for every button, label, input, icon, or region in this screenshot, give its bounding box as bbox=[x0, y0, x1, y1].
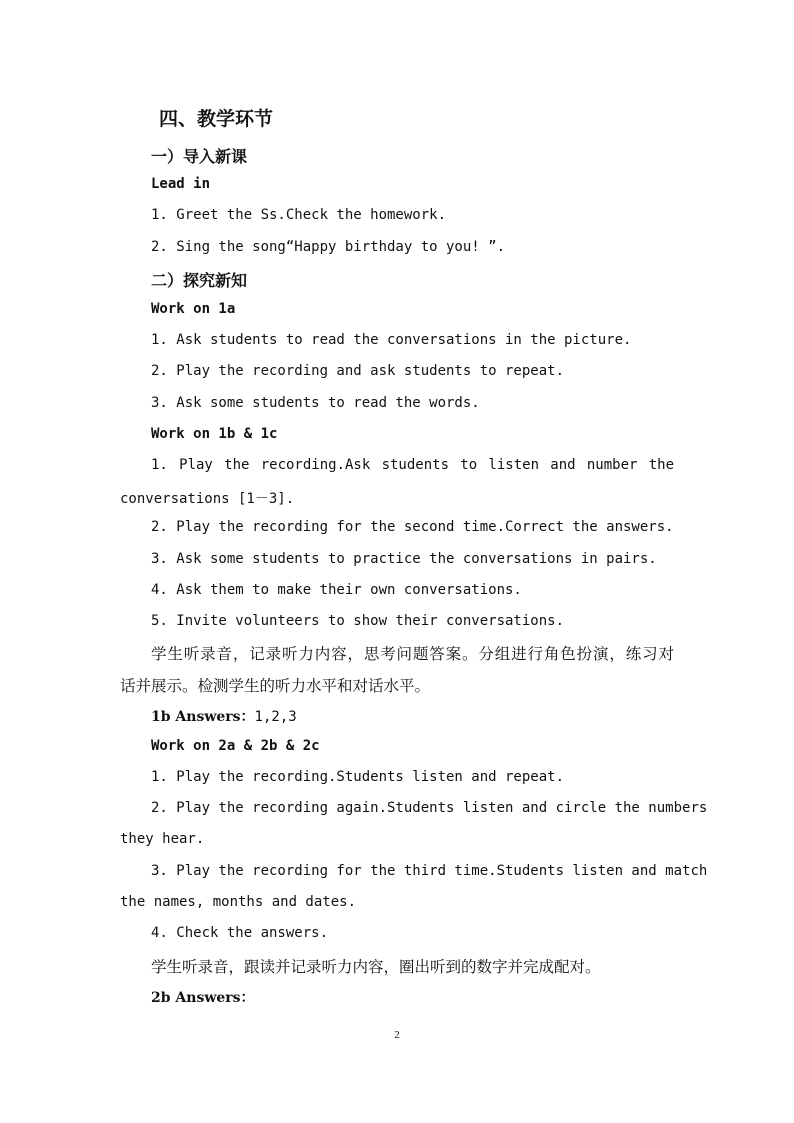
work-1a-item-1: 1. Ask students to read the conversations in the picture. bbox=[151, 332, 632, 348]
part2-title: 二）探究新知 bbox=[151, 271, 248, 290]
lead-in-label: Lead in bbox=[151, 176, 211, 192]
work-1a-label: Work on 1a bbox=[151, 301, 236, 317]
work-1b-item-5: 5. Invite volunteers to show their conversations. bbox=[151, 613, 565, 629]
work-2-item-2-line-2: they hear. bbox=[120, 831, 205, 847]
work-2-item-3-line-2: the names, months and dates. bbox=[120, 894, 357, 910]
work-1b-item-4: 4. Ask them to make their own conversations. bbox=[151, 582, 522, 598]
work-1a-item-2: 2. Play the recording and ask students to repeat. bbox=[151, 363, 565, 379]
work-1b-cn-line-2: 话并展示。检测学生的听力水平和对话水平。 bbox=[120, 677, 431, 695]
lead-in-item-2: 2. Sing the song“Happy birthday to you! ”. bbox=[151, 239, 506, 255]
work-1b-item-2: 2. Play the recording for the second time.Correct the answers. bbox=[151, 519, 674, 535]
work-1b-item-3: 3. Ask some students to practice the conversations in pairs. bbox=[151, 551, 657, 567]
answers-1b-label: 1b Answers： bbox=[151, 709, 255, 725]
work-2-item-1: 1. Play the recording.Students listen and repeat. bbox=[151, 769, 565, 785]
work-1b-label: Work on 1b & 1c bbox=[151, 426, 278, 442]
work-2-item-3-line-1: 3. Play the recording for the third time.Students listen and match bbox=[151, 863, 708, 879]
lead-in-item-1: 1. Greet the Ss.Check the homework. bbox=[151, 207, 447, 223]
work-1b-cn-line-1: 学生听录音，记录听力内容，思考问题答案。分组进行角色扮演，练习对 bbox=[151, 645, 674, 663]
work-2-item-4: 4. Check the answers. bbox=[151, 925, 329, 941]
work-1b-item-1-line-2: conversations [1－3]. bbox=[120, 491, 295, 507]
work-1b-item-1-line-1: 1. Play the recording.Ask students to listen and number the bbox=[151, 457, 674, 473]
answers-1b-value: 1,2,3 bbox=[254, 709, 297, 725]
work-2-label: Work on 2a & 2b & 2c bbox=[151, 738, 320, 754]
section-title: 四、教学环节 bbox=[159, 108, 274, 130]
work-2-cn-line: 学生听录音，跟读并记录听力内容，圈出听到的数字并完成配对。 bbox=[151, 958, 601, 976]
answers-2b-label: 2b Answers： bbox=[151, 990, 255, 1006]
work-2-item-2-line-1: 2. Play the recording again.Students listen and circle the numbers bbox=[151, 800, 708, 816]
work-1b-answers bbox=[151, 706, 297, 726]
part1-title: 一）导入新课 bbox=[151, 147, 248, 166]
page-number: 2 bbox=[394, 1029, 400, 1041]
work-1a-item-3: 3. Ask some students to read the words. bbox=[151, 395, 480, 411]
